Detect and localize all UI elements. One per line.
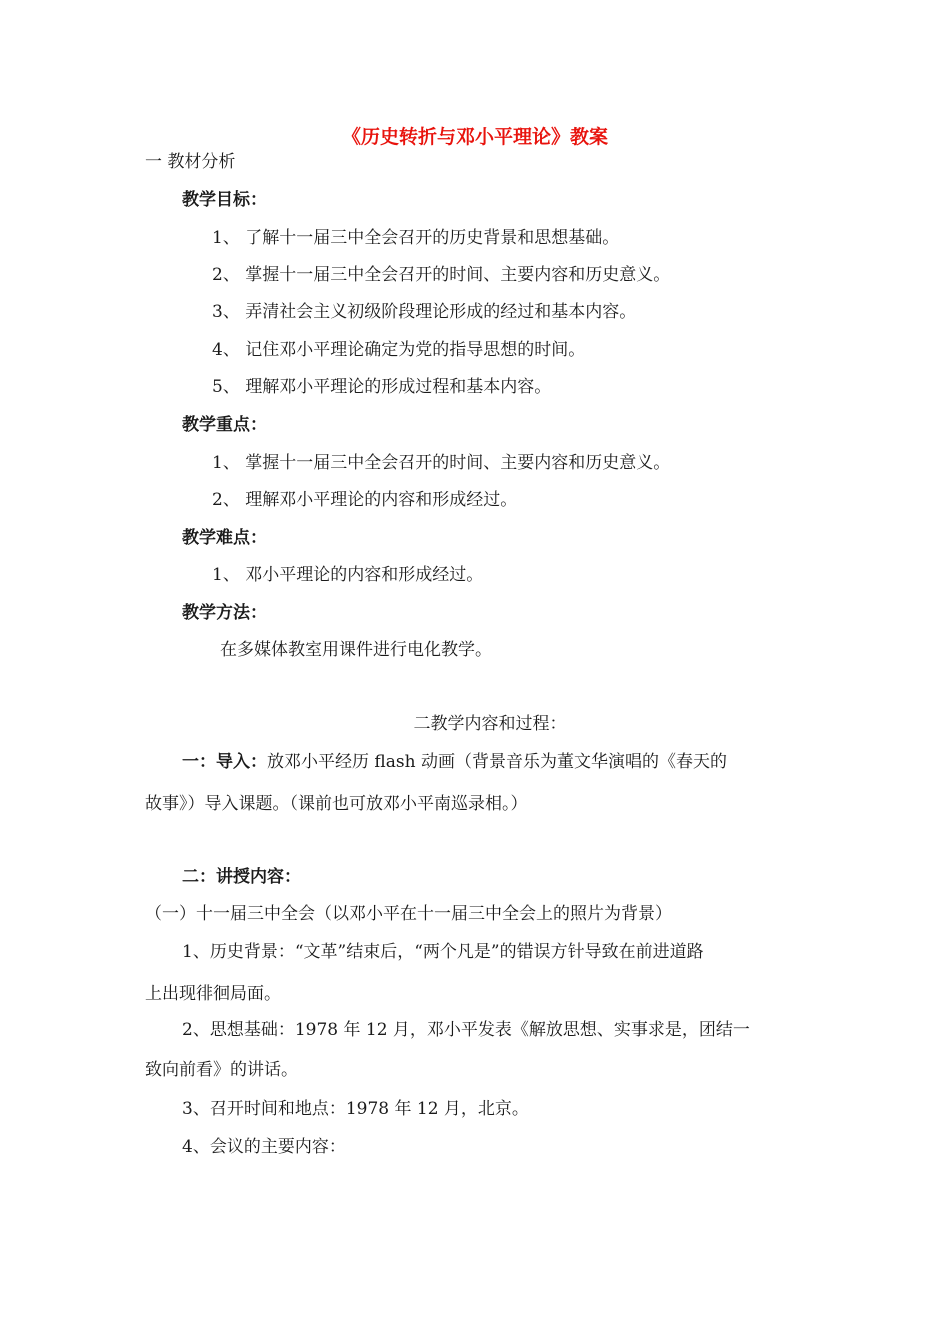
goal-item: 2、 掌握十一届三中全会召开的时间、主要内容和历史意义。 (212, 265, 671, 285)
method-heading: 教学方法： (182, 603, 267, 623)
subsection-heading-third-plenum: （一）十一届三中全会（以邓小平在十一届三中全会上的照片为背景） (145, 904, 672, 924)
intro-text: 放邓小平经历 flash 动画（背景音乐为董文华演唱的《春天的 (267, 752, 727, 772)
teaching-goals-heading: 教学目标： (182, 190, 267, 210)
goal-item: 3、 弄清社会主义初级阶段理论形成的经过和基本内容。 (212, 302, 637, 322)
paragraph-main-content: 4、会议的主要内容： (182, 1137, 346, 1157)
goal-item: 1、 了解十一届三中全会召开的历史背景和思想基础。 (212, 228, 620, 248)
section-heading-content-process: 二教学内容和过程： (413, 714, 567, 734)
paragraph-ideological-basis-line1: 2、思想基础：1978 年 12 月，邓小平发表《解放思想、实事求是，团结一 (182, 1020, 750, 1040)
goal-item: 4、 记住邓小平理论确定为党的指导思想的时间。 (212, 340, 586, 360)
intro-label: 一：导入： (182, 752, 267, 772)
key-points-heading: 教学重点： (182, 415, 267, 435)
method-text: 在多媒体教室用课件进行电化教学。 (220, 640, 492, 660)
lecture-heading: 二：讲授内容： (182, 867, 301, 887)
intro-paragraph-line1 (182, 751, 727, 773)
paragraph-ideological-basis-line2: 致向前看》的讲话。 (145, 1060, 298, 1080)
paragraph-historical-background-line2: 上出现徘徊局面。 (145, 984, 281, 1004)
document-title: 《历史转折与邓小平理论》教案 (341, 126, 608, 148)
key-point-item: 2、 理解邓小平理论的内容和形成经过。 (212, 490, 518, 510)
paragraph-time-place: 3、召开时间和地点：1978 年 12 月，北京。 (182, 1099, 529, 1119)
difficulties-heading: 教学难点： (182, 528, 267, 548)
key-point-item: 1、 掌握十一届三中全会召开的时间、主要内容和历史意义。 (212, 453, 671, 473)
intro-paragraph-line2: 故事》）导入课题。（课前也可放邓小平南巡录相。） (145, 794, 528, 814)
paragraph-historical-background-line1: 1、历史背景：“文革”结束后，“两个凡是”的错误方针导致在前进道路 (182, 942, 704, 962)
difficulty-item: 1、 邓小平理论的内容和形成经过。 (212, 565, 484, 585)
section-heading-textbook-analysis: 一 教材分析 (145, 152, 236, 172)
goal-item: 5、 理解邓小平理论的形成过程和基本内容。 (212, 377, 552, 397)
